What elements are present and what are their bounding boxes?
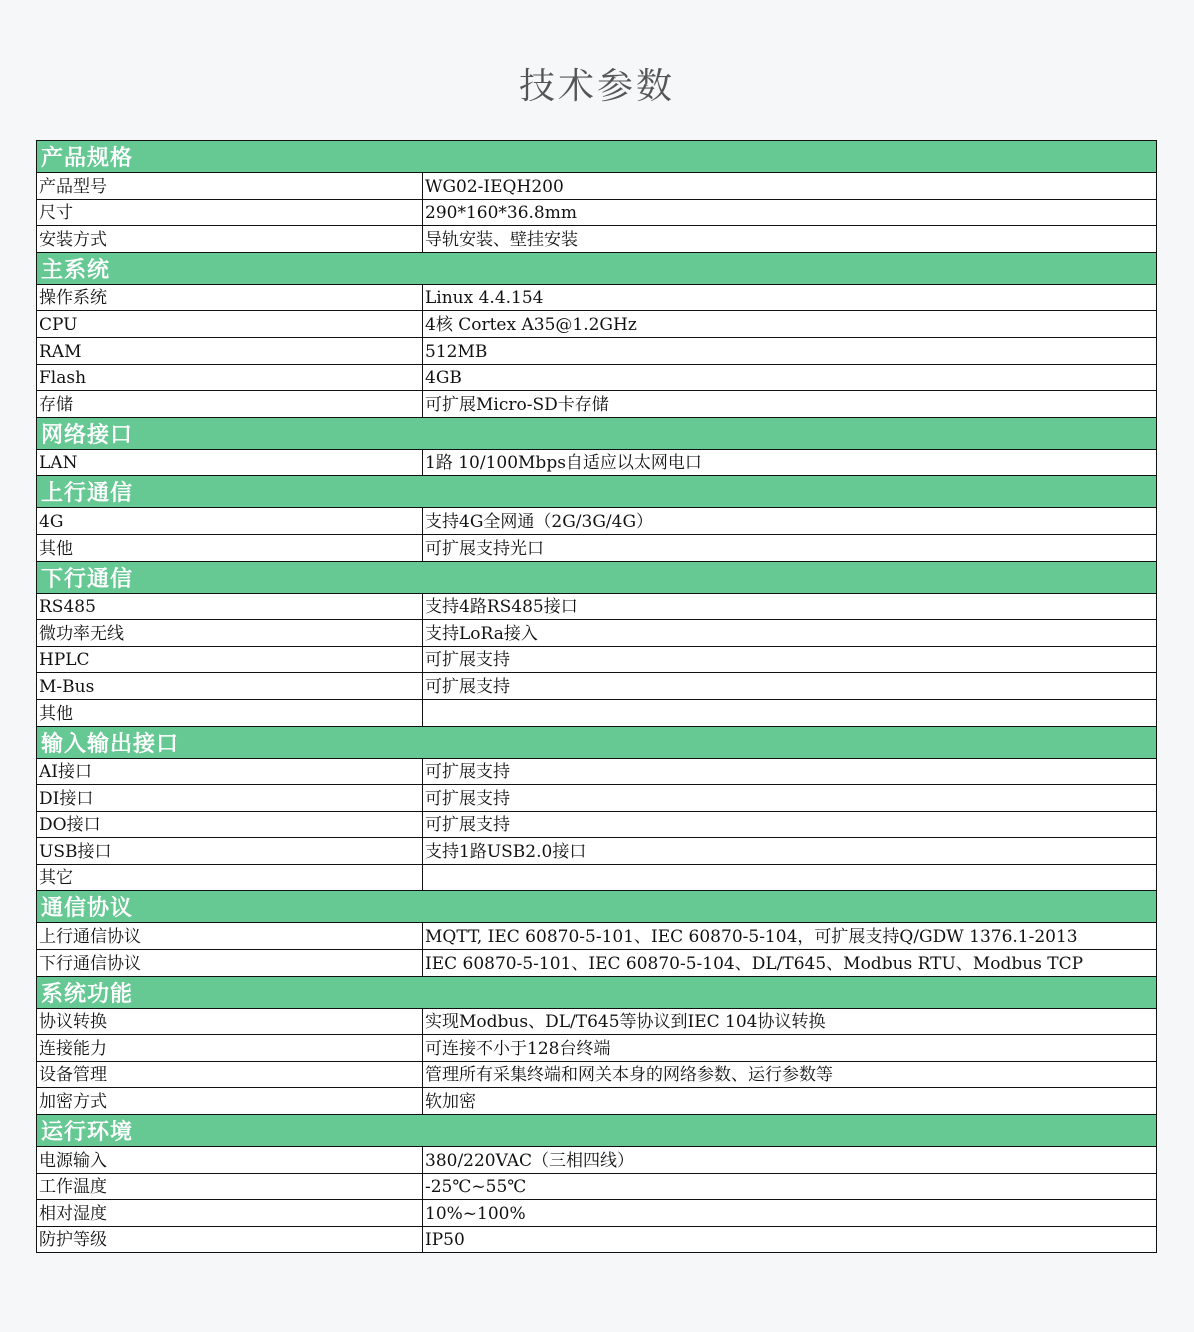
table-row <box>37 311 1157 338</box>
param-value-cell <box>423 864 1157 891</box>
param-value-cell: Linux 4.4.154 <box>423 284 1157 311</box>
param-value-cell: 支持4路RS485接口 <box>423 593 1157 620</box>
table-row <box>37 785 1157 812</box>
param-name-cell: 其他 <box>37 534 423 561</box>
param-name-cell: 上行通信协议 <box>37 923 423 950</box>
param-value-cell: 支持4G全网通（2G/3G/4G） <box>423 508 1157 535</box>
param-value-cell: 可扩展支持 <box>423 758 1157 785</box>
section-title: 通信协议 <box>37 891 1157 923</box>
table-row <box>37 1035 1157 1062</box>
param-name-cell: 相对湿度 <box>37 1200 423 1227</box>
param-value-cell: 10%~100% <box>423 1200 1157 1227</box>
param-value-cell: 可扩展支持 <box>423 811 1157 838</box>
table-row <box>37 1008 1157 1035</box>
table-row <box>37 699 1157 726</box>
section-header <box>37 141 1157 173</box>
param-value-cell: 可扩展支持 <box>423 673 1157 700</box>
table-row <box>37 1061 1157 1088</box>
param-value-cell <box>423 699 1157 726</box>
param-name-cell: 其它 <box>37 864 423 891</box>
table-row <box>37 508 1157 535</box>
table-row <box>37 758 1157 785</box>
table-row <box>37 284 1157 311</box>
table-row <box>37 1200 1157 1227</box>
table-row <box>37 391 1157 418</box>
param-name-cell: HPLC <box>37 646 423 673</box>
param-value-cell: 380/220VAC（三相四线） <box>423 1147 1157 1174</box>
param-name-cell: 下行通信协议 <box>37 950 423 977</box>
section-title: 产品规格 <box>37 141 1157 173</box>
spec-table-body <box>37 141 1157 1253</box>
param-name-cell: 连接能力 <box>37 1035 423 1062</box>
param-name-cell: LAN <box>37 449 423 476</box>
param-name-cell: 微功率无线 <box>37 620 423 647</box>
section-title: 上行通信 <box>37 476 1157 508</box>
table-row <box>37 449 1157 476</box>
param-value-cell: 可扩展支持 <box>423 785 1157 812</box>
section-title: 输入输出接口 <box>37 726 1157 758</box>
param-name-cell: RAM <box>37 337 423 364</box>
param-value-cell: 可扩展支持 <box>423 646 1157 673</box>
section-title: 系统功能 <box>37 976 1157 1008</box>
param-name-cell: 防护等级 <box>37 1226 423 1253</box>
param-value-cell: 可扩展Micro-SD卡存储 <box>423 391 1157 418</box>
section-title: 运行环境 <box>37 1115 1157 1147</box>
param-name-cell: M-Bus <box>37 673 423 700</box>
param-name-cell: 4G <box>37 508 423 535</box>
table-row <box>37 864 1157 891</box>
section-header <box>37 726 1157 758</box>
param-name-cell: 工作温度 <box>37 1173 423 1200</box>
param-value-cell: 导轨安装、壁挂安装 <box>423 226 1157 253</box>
spec-table <box>36 140 1157 1253</box>
param-name-cell: 安装方式 <box>37 226 423 253</box>
section-header <box>37 417 1157 449</box>
section-header <box>37 252 1157 284</box>
param-name-cell: 设备管理 <box>37 1061 423 1088</box>
param-name-cell: 存储 <box>37 391 423 418</box>
param-name-cell: DO接口 <box>37 811 423 838</box>
table-row <box>37 646 1157 673</box>
param-value-cell: IEC 60870-5-101、IEC 60870-5-104、DL/T645、Modbus RTU、Modbus TCP <box>423 950 1157 977</box>
param-name-cell: USB接口 <box>37 838 423 865</box>
table-row <box>37 1173 1157 1200</box>
section-header <box>37 891 1157 923</box>
section-header <box>37 561 1157 593</box>
table-row <box>37 364 1157 391</box>
table-row <box>37 620 1157 647</box>
param-value-cell: WG02-IEQH200 <box>423 173 1157 200</box>
param-name-cell: RS485 <box>37 593 423 620</box>
table-row <box>37 838 1157 865</box>
table-row <box>37 950 1157 977</box>
section-header <box>37 976 1157 1008</box>
param-name-cell: CPU <box>37 311 423 338</box>
table-row <box>37 1147 1157 1174</box>
param-name-cell: 尺寸 <box>37 199 423 226</box>
table-row <box>37 199 1157 226</box>
table-row <box>37 811 1157 838</box>
param-name-cell: Flash <box>37 364 423 391</box>
page-title: 技术参数 <box>518 66 675 107</box>
param-value-cell: 290*160*36.8mm <box>423 199 1157 226</box>
param-name-cell: 加密方式 <box>37 1088 423 1115</box>
table-row <box>37 923 1157 950</box>
table-row <box>37 673 1157 700</box>
table-row <box>37 1088 1157 1115</box>
param-value-cell: 512MB <box>423 337 1157 364</box>
param-value-cell: 实现Modbus、DL/T645等协议到IEC 104协议转换 <box>423 1008 1157 1035</box>
section-header <box>37 1115 1157 1147</box>
param-value-cell: 支持LoRa接入 <box>423 620 1157 647</box>
table-row <box>37 226 1157 253</box>
param-name-cell: 协议转换 <box>37 1008 423 1035</box>
param-value-cell: 可连接不小于128台终端 <box>423 1035 1157 1062</box>
table-row <box>37 593 1157 620</box>
param-name-cell: DI接口 <box>37 785 423 812</box>
param-value-cell: 管理所有采集终端和网关本身的网络参数、运行参数等 <box>423 1061 1157 1088</box>
section-header <box>37 476 1157 508</box>
table-row <box>37 337 1157 364</box>
param-value-cell: 4核 Cortex A35@1.2GHz <box>423 311 1157 338</box>
param-name-cell: AI接口 <box>37 758 423 785</box>
param-name-cell: 其他 <box>37 699 423 726</box>
param-value-cell: 1路 10/100Mbps自适应以太网电口 <box>423 449 1157 476</box>
param-value-cell: 可扩展支持光口 <box>423 534 1157 561</box>
param-value-cell: MQTT, IEC 60870-5-101、IEC 60870-5-104，可扩展支持Q/GDW 1376.1-2013 <box>423 923 1157 950</box>
table-row <box>37 1226 1157 1253</box>
param-value-cell: 软加密 <box>423 1088 1157 1115</box>
param-value-cell: -25℃~55℃ <box>423 1173 1157 1200</box>
section-title: 下行通信 <box>37 561 1157 593</box>
table-row <box>37 534 1157 561</box>
section-title: 网络接口 <box>37 417 1157 449</box>
param-value-cell: 4GB <box>423 364 1157 391</box>
table-row <box>37 173 1157 200</box>
section-title: 主系统 <box>37 252 1157 284</box>
param-value-cell: 支持1路USB2.0接口 <box>423 838 1157 865</box>
param-value-cell: IP50 <box>423 1226 1157 1253</box>
param-name-cell: 操作系统 <box>37 284 423 311</box>
param-name-cell: 产品型号 <box>37 173 423 200</box>
param-name-cell: 电源输入 <box>37 1147 423 1174</box>
